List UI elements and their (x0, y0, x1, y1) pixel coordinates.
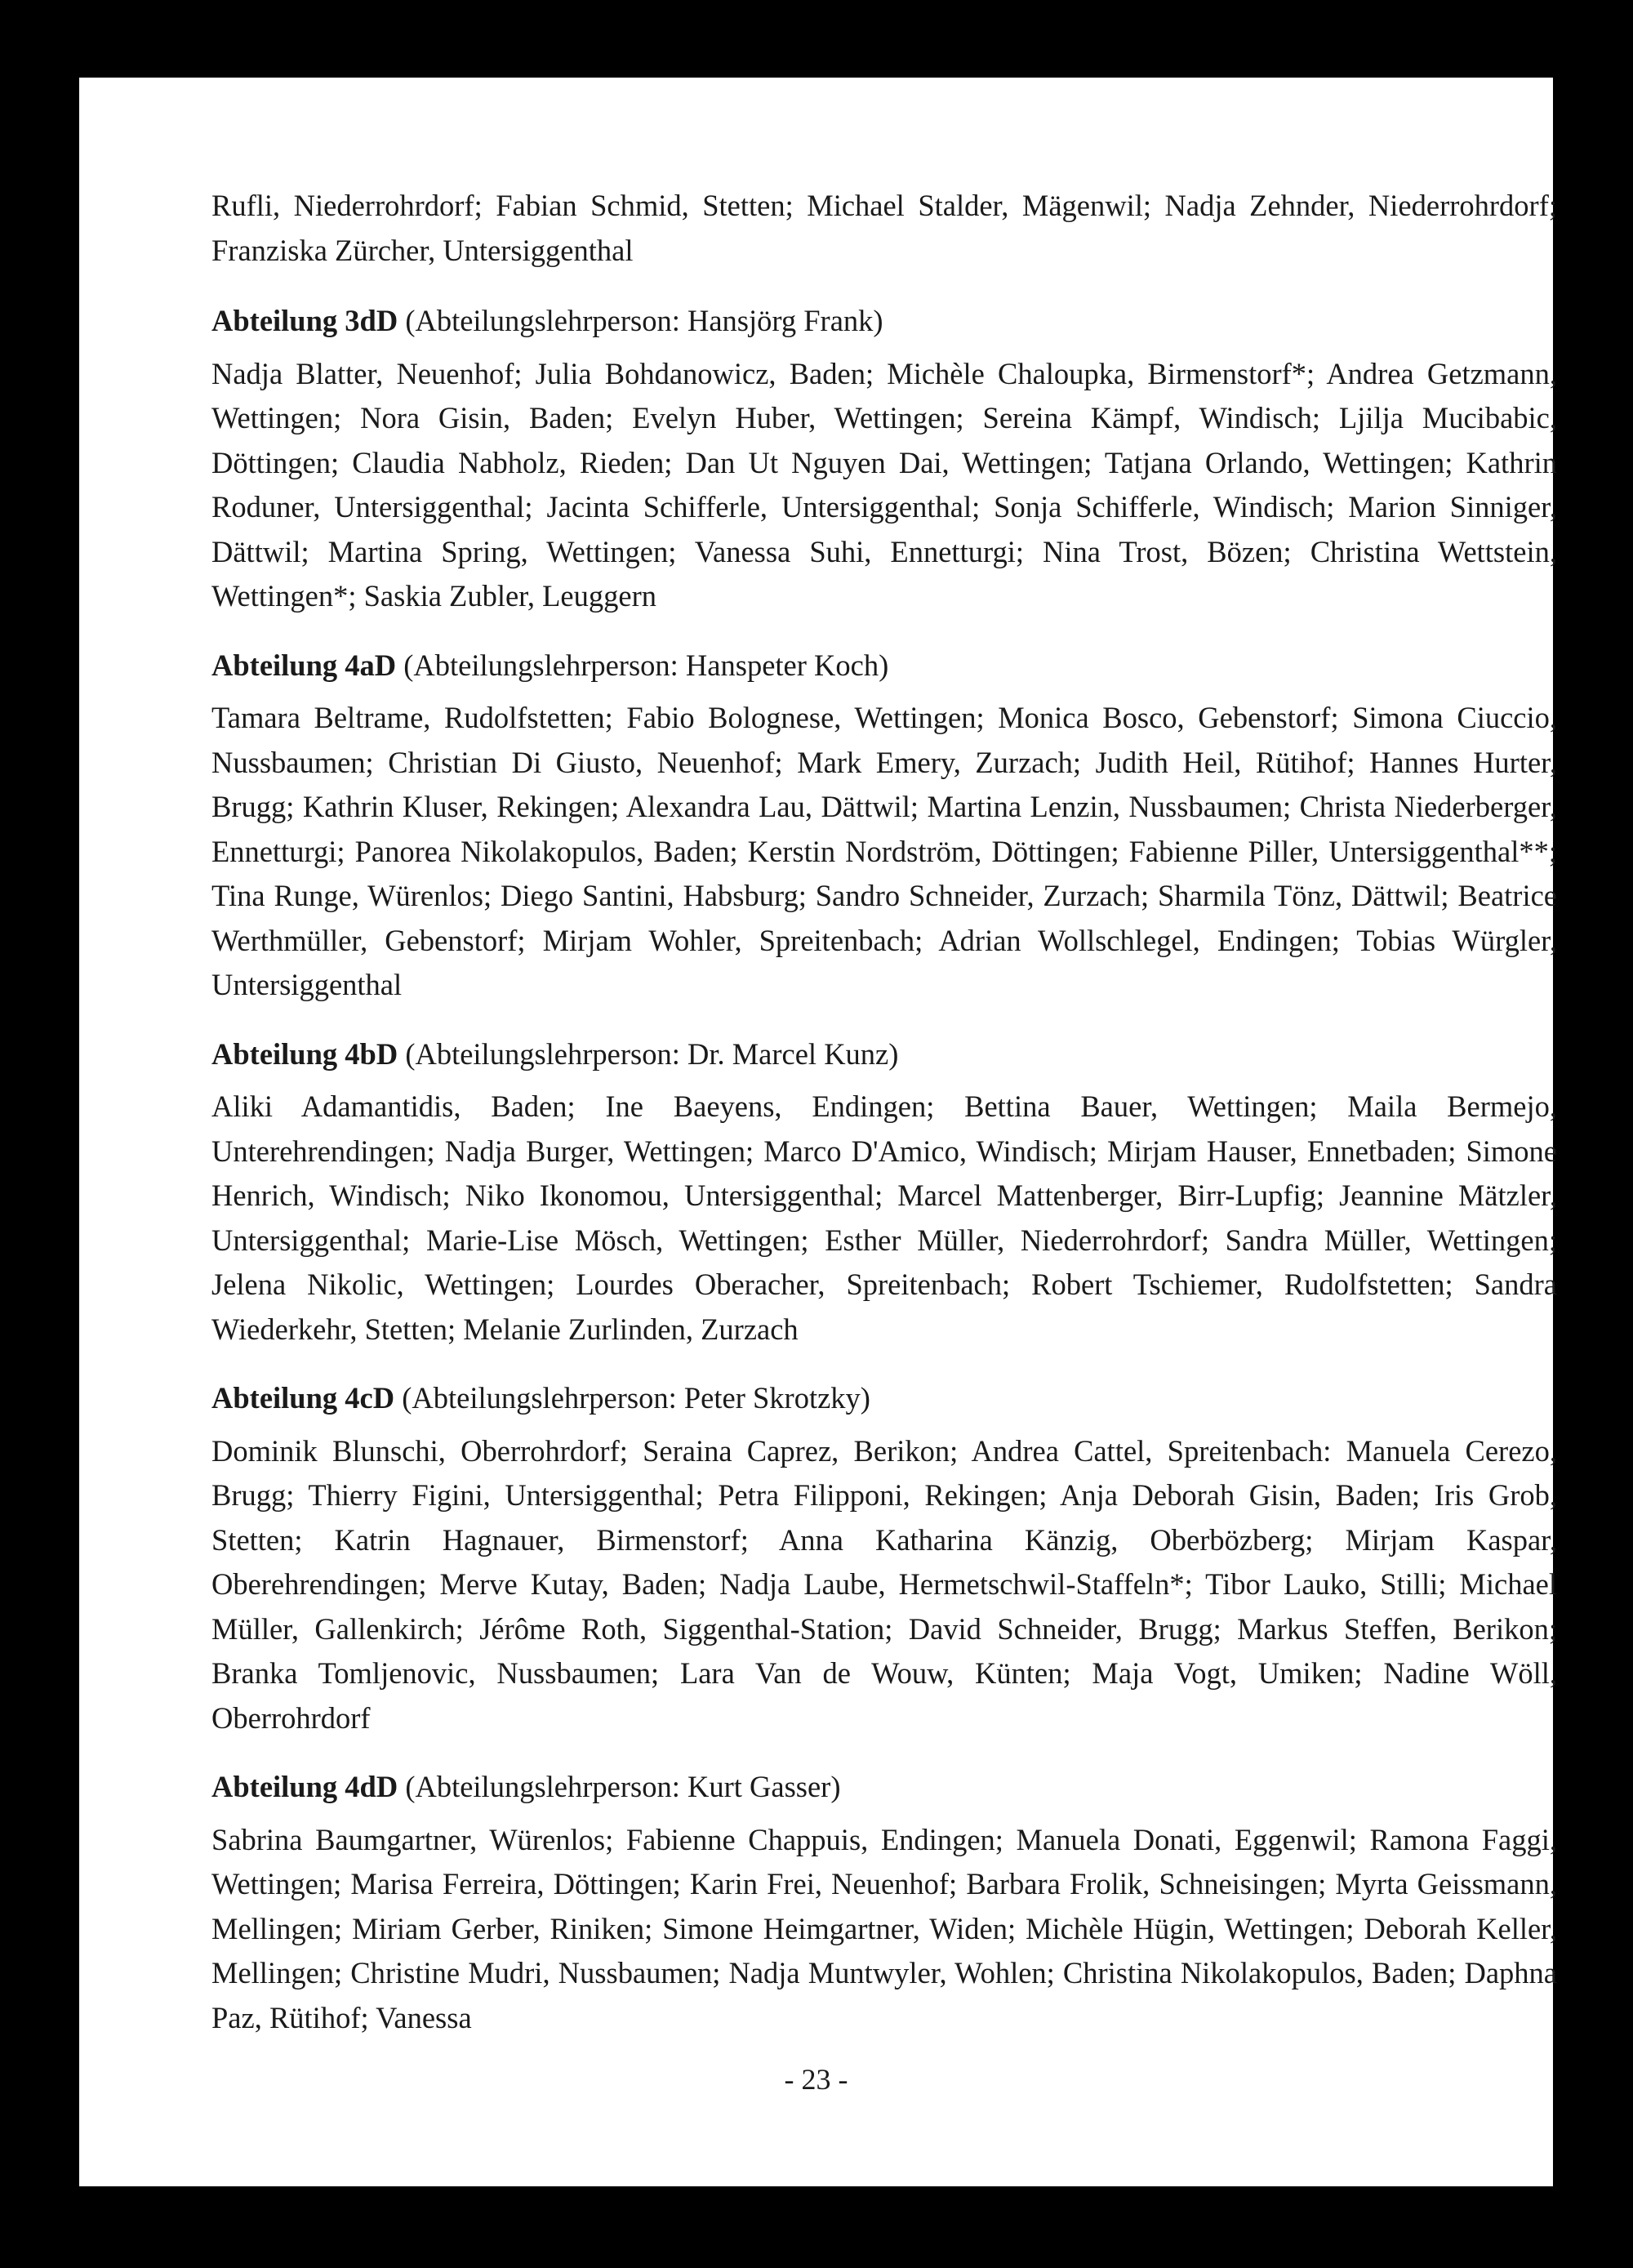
section-heading (211, 1765, 1557, 1810)
section-heading (211, 1032, 1557, 1077)
section-4aD (211, 644, 1557, 1008)
section-4cD (211, 1376, 1557, 1740)
section-heading (211, 644, 1557, 688)
teacher-name: (Abteilungslehrperson: Hansjörg Frank) (405, 304, 883, 337)
student-list: Aliki Adamantidis, Baden; Ine Baeyens, Endingen; Bettina Bauer, Wettingen; Maila Bermejo, Unterehrendingen; Nadja Burger, Wettingen; Marco D'Amico, Windisch; Mirjam Hauser, Ennetbaden; Simone Henrich, Windisch; Niko Ikonomou, Untersiggenthal; Marcel Mattenberger, Birr-Lupfig; Jeannine Mätzler, Untersiggenthal; Marie-Lise Mösch, Wettingen; Esther Müller, Niederrohrdorf; Sandra Müller, Wettingen; Jelena Nikolic, Wettingen; Lourdes Oberacher, Spreitenbach; Robert Tschiemer, Rudolfstetten; Sandra Wiederkehr, Stetten; Melanie Zurlinden, Zurzach (211, 1089, 1557, 1346)
class-name: Abteilung 4aD (211, 648, 397, 682)
class-name: Abteilung 3dD (211, 304, 398, 337)
student-list: Tamara Beltrame, Rudolfstetten; Fabio Bolognese, Wettingen; Monica Bosco, Gebenstorf; Simona Ciuccio, Nussbaumen; Christian Di Giusto, Neuenhof; Mark Emery, Zurzach; Judith Heil, Rütihof; Hannes Hurter, Brugg; Kathrin Kluser, Rekingen; Alexandra Lau, Dättwil; Martina Lenzin, Nussbaumen; Christa Niederberger, Ennetturgi; Panorea Nikolakopulos, Baden; Kerstin Nordström, Döttingen; Fabienne Piller, Untersiggenthal**; Tina Runge, Würenlos; Diego Santini, Habsburg; Sandro Schneider, Zurzach; Sharmila Tönz, Dättwil; Beatrice Werthmüller, Gebenstorf; Mirjam Wohler, Spreitenbach; Adrian Wollschlegel, Endingen; Tobias Würgler, Untersiggenthal (211, 701, 1557, 1001)
class-name: Abteilung 4bD (211, 1036, 398, 1071)
section-heading (211, 299, 1557, 344)
section-4dD (211, 1765, 1557, 2040)
section-3dD (211, 299, 1557, 619)
student-list: Nadja Blatter, Neuenhof; Julia Bohdanowicz, Baden; Michèle Chaloupka, Birmenstorf*; Andrea Getzmann, Wettingen; Nora Gisin, Baden; Evelyn Huber, Wettingen; Sereina Kämpf, Windisch; Ljilja Mucibabic, Döttingen; Claudia Nabholz, Rieden; Dan Ut Nguyen Dai, Wettingen; Tatjana Orlando, Wettingen; Kathrin Roduner, Untersiggenthal; Jacinta Schifferle, Untersiggenthal; Sonja Schifferle, Windisch; Marion Sinniger, Dättwil; Martina Spring, Wettingen; Vanessa Suhi, Ennetturgi; Nina Trost, Bözen; Christina Wettstein, Wettingen*; Saskia Zubler, Leuggern (211, 356, 1557, 613)
teacher-name: (Abteilungslehrperson: Kurt Gasser) (405, 1770, 841, 1803)
student-list: Dominik Blunschi, Oberrohrdorf; Seraina Caprez, Berikon; Andrea Cattel, Spreitenbach: Manuela Cerezo, Brugg; Thierry Figini, Untersiggenthal; Petra Filipponi, Rekingen; Anja Deborah Gisin, Baden; Iris Grob, Stetten; Katrin Hagnauer, Birmenstorf; Anna Katharina Känzig, Oberbözberg; Mirjam Kaspar, Oberehrendingen; Merve Kutay, Baden; Nadja Laube, Hermetschwil-Staffeln*; Tibor Lauko, Stilli; Michael Müller, Gallenkirch; Jérôme Roth, Siggenthal-Station; David Schneider, Brugg; Markus Steffen, Berikon; Branka Tomljenovic, Nussbaumen; Lara Van de Wouw, Künten; Maja Vogt, Umiken; Nadine Wöll, Oberrohrdorf (211, 1433, 1557, 1735)
class-name: Abteilung 4cD (211, 1381, 395, 1415)
page-number: - 23 - (784, 2063, 848, 2096)
student-list: Sabrina Baumgartner, Würenlos; Fabienne Chappuis, Endingen; Manuela Donati, Eggenwil; Ramona Faggi, Wettingen; Marisa Ferreira, Döttingen; Karin Frei, Neuenhof; Barbara Frolik, Schneisingen; Myrta Geissmann, Mellingen; Miriam Gerber, Riniken; Simone Heimgartner, Widen; Michèle Hügin, Wettingen; Deborah Keller, Mellingen; Christine Mudri, Nussbaumen; Nadja Muntwyler, Wohlen; Christina Nikolakopulos, Baden; Daphna Paz, Rütihof; Vanessa (211, 1822, 1557, 2034)
teacher-name: (Abteilungslehrperson: Dr. Marcel Kunz) (405, 1036, 899, 1071)
section-4bD (211, 1032, 1557, 1352)
teacher-name: (Abteilungslehrperson: Hanspeter Koch) (403, 648, 889, 682)
teacher-name: (Abteilungslehrperson: Peter Skrotzky) (402, 1381, 870, 1415)
scanned-page (79, 78, 1557, 2186)
intro-paragraph: Rufli, Niederrohrdorf; Fabian Schmid, Stetten; Michael Stalder, Mägenwil; Nadja Zehnder, Niederrohrdorf; Franziska Zürcher, Untersiggenthal (211, 189, 1557, 267)
section-heading (211, 1376, 1557, 1421)
class-name: Abteilung 4dD (211, 1770, 398, 1803)
page-content (211, 184, 1557, 2065)
